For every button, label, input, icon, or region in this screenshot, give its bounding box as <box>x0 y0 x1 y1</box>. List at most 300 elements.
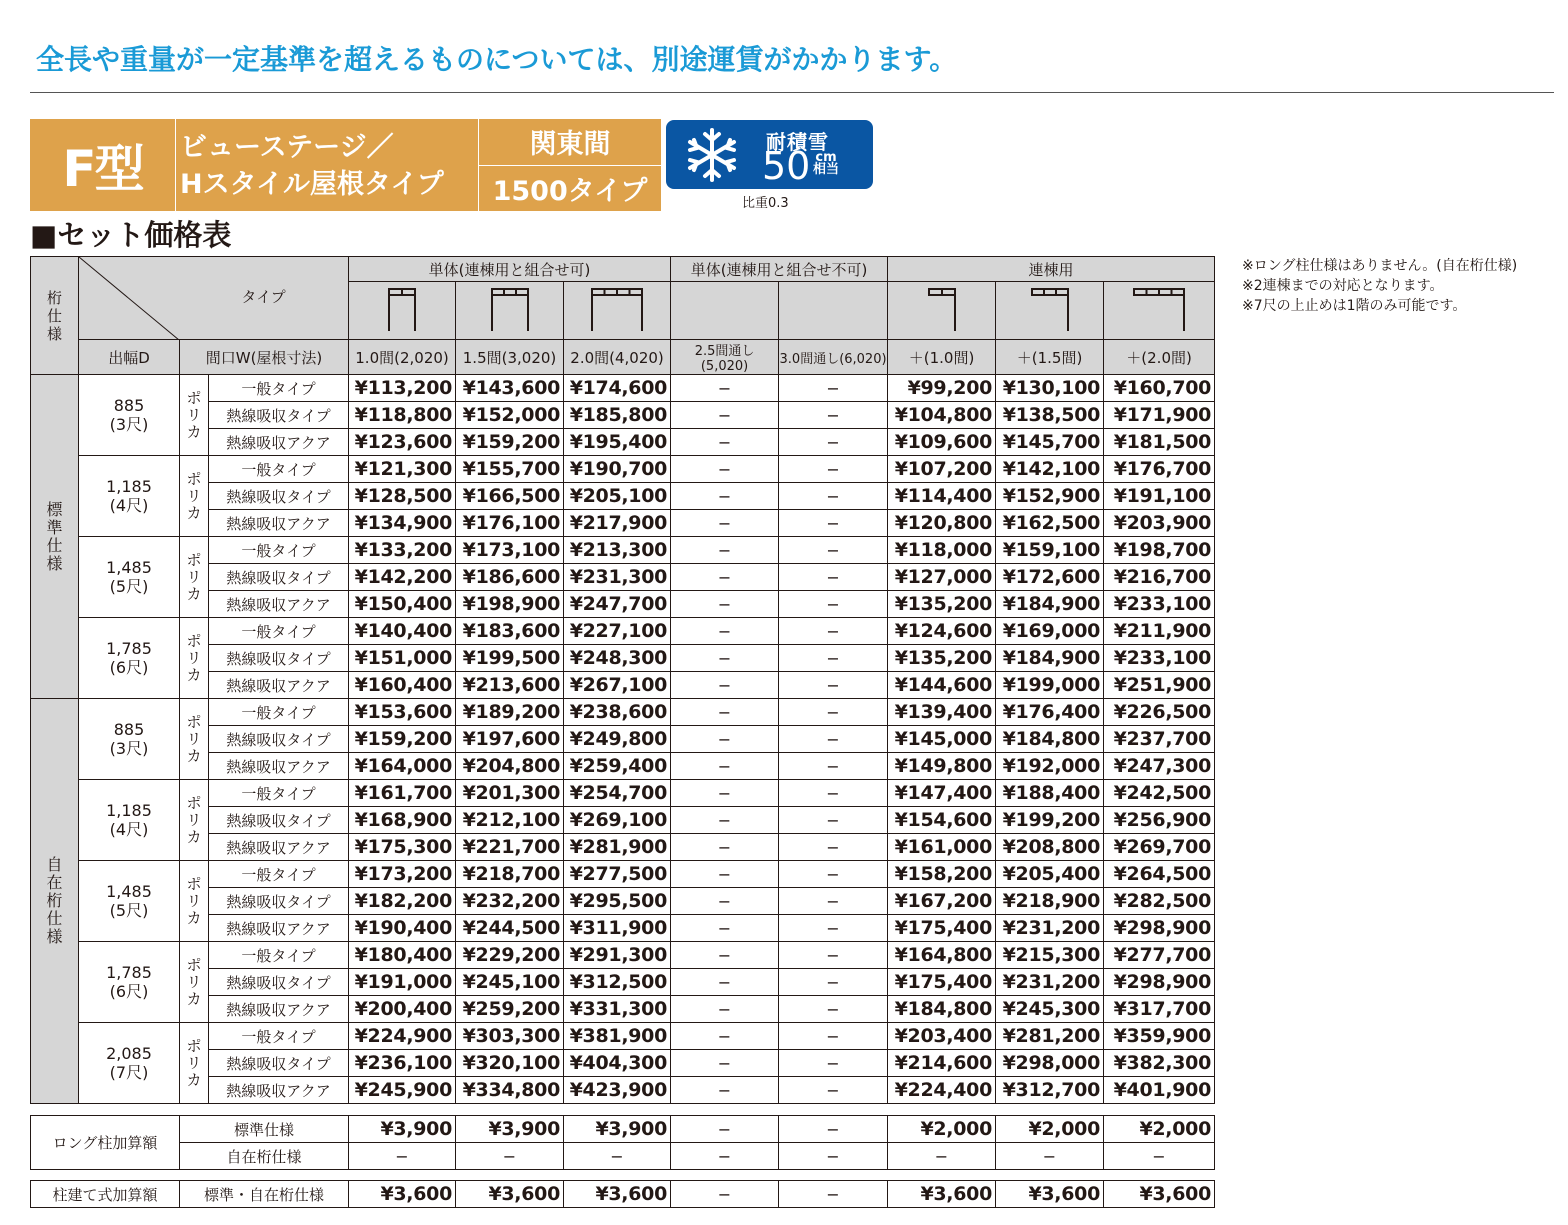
depth-shaku: (4尺) <box>109 820 149 839</box>
price-cell: ¥189,200 <box>456 699 564 726</box>
price-cell: ¥190,700 <box>564 456 671 483</box>
price-cell: ¥139,400 <box>888 699 996 726</box>
price-cell: ¥214,600 <box>888 1050 996 1077</box>
price-cell: ¥164,800 <box>888 942 996 969</box>
price-cell: ¥2,000 <box>996 1116 1104 1143</box>
price-cell: ¥124,600 <box>888 618 996 645</box>
price-na: − <box>779 618 888 645</box>
price-cell: ¥237,700 <box>1104 726 1215 753</box>
price-cell: ¥174,600 <box>564 375 671 402</box>
price-cell: ¥109,600 <box>888 429 996 456</box>
price-cell: ¥201,300 <box>456 780 564 807</box>
panel-type: 熱線吸収タイプ <box>209 564 349 591</box>
table-row <box>31 672 1215 699</box>
price-cell: ¥359,900 <box>1104 1023 1215 1050</box>
price-na: − <box>779 645 888 672</box>
price-cell: ¥143,600 <box>456 375 564 402</box>
price-cell: ¥231,300 <box>564 564 671 591</box>
price-cell: ¥176,400 <box>996 699 1104 726</box>
price-cell: ¥138,500 <box>996 402 1104 429</box>
panel-type: 熱線吸収タイプ <box>209 483 349 510</box>
frame-diagram-icon <box>888 282 996 340</box>
price-cell: ¥118,000 <box>888 537 996 564</box>
price-na: − <box>671 1181 779 1208</box>
price-cell: ¥169,000 <box>996 618 1104 645</box>
price-cell: ¥382,300 <box>1104 1050 1215 1077</box>
depth-shaku: (3尺) <box>109 739 149 758</box>
price-na: − <box>888 1143 996 1170</box>
depth-shaku: (5尺) <box>109 901 149 920</box>
price-cell: ¥205,100 <box>564 483 671 510</box>
price-cell: ¥135,200 <box>888 591 996 618</box>
price-na: − <box>779 753 888 780</box>
column-header: 2.0間(4,020) <box>564 340 671 375</box>
depth-mm: 1,485 <box>106 558 152 577</box>
table-row <box>31 1181 1215 1208</box>
price-cell: ¥217,900 <box>564 510 671 537</box>
price-cell: ¥282,500 <box>1104 888 1215 915</box>
frame-diagram-icon <box>1104 282 1215 340</box>
price-cell: ¥160,700 <box>1104 375 1215 402</box>
price-na: − <box>671 1116 779 1143</box>
price-cell: ¥176,700 <box>1104 456 1215 483</box>
panel-type: 熱線吸収タイプ <box>209 969 349 996</box>
price-cell: ¥181,500 <box>1104 429 1215 456</box>
price-na: − <box>671 645 779 672</box>
price-cell: ¥113,200 <box>349 375 456 402</box>
material-label: ポリカ <box>186 712 202 765</box>
price-cell: ¥168,900 <box>349 807 456 834</box>
diagonal-line <box>79 257 349 340</box>
beam-spec-text: 自在桁仕様 <box>46 855 63 946</box>
price-cell: ¥161,700 <box>349 780 456 807</box>
price-cell: ¥151,000 <box>349 645 456 672</box>
price-na: − <box>671 483 779 510</box>
panel-type: 一般タイプ <box>209 1023 349 1050</box>
price-na: − <box>779 429 888 456</box>
type-header <box>79 257 349 340</box>
price-cell: ¥199,000 <box>996 672 1104 699</box>
width-header: 間口W(屋根寸法) <box>180 340 349 375</box>
table-row <box>31 1050 1215 1077</box>
panel-type: 一般タイプ <box>209 942 349 969</box>
price-cell: ¥212,100 <box>456 807 564 834</box>
panel-type: 熱線吸収アクア <box>209 672 349 699</box>
table-row <box>31 1023 1215 1050</box>
price-cell: ¥244,500 <box>456 915 564 942</box>
price-cell: ¥197,600 <box>456 726 564 753</box>
depth-mm: 1,785 <box>106 963 152 982</box>
price-cell: ¥190,400 <box>349 915 456 942</box>
price-na: − <box>1104 1143 1215 1170</box>
price-cell: ¥166,500 <box>456 483 564 510</box>
depth-mm: 885 <box>113 396 145 415</box>
table-row <box>31 780 1215 807</box>
snow-load-label: 耐積雪 <box>766 130 829 154</box>
depth-cell <box>79 780 180 861</box>
frame-diagram-icon <box>349 282 456 340</box>
panel-type: 一般タイプ <box>209 375 349 402</box>
column-header: ＋(1.5間) <box>996 340 1104 375</box>
depth-shaku: (7尺) <box>109 1063 149 1082</box>
region-label: 関東間 <box>479 119 661 166</box>
price-na: − <box>671 888 779 915</box>
price-cell: ¥191,100 <box>1104 483 1215 510</box>
price-cell: ¥231,200 <box>996 915 1104 942</box>
price-cell: ¥3,600 <box>456 1181 564 1208</box>
beam-spec-label <box>31 699 79 1104</box>
price-na: − <box>779 483 888 510</box>
table-row <box>31 834 1215 861</box>
price-na: − <box>779 510 888 537</box>
unit-equivalent: 相当 <box>813 162 840 177</box>
price-cell: ¥198,700 <box>1104 537 1215 564</box>
price-na: − <box>779 861 888 888</box>
price-cell: ¥182,200 <box>349 888 456 915</box>
price-cell: ¥142,100 <box>996 456 1104 483</box>
price-cell: ¥312,700 <box>996 1077 1104 1104</box>
table-row <box>31 996 1215 1023</box>
price-cell: ¥205,400 <box>996 861 1104 888</box>
price-na: − <box>779 591 888 618</box>
specific-gravity: 比重0.3 <box>742 196 789 211</box>
panel-type: 熱線吸収アクア <box>209 1077 349 1104</box>
price-na: − <box>779 888 888 915</box>
price-cell: ¥224,400 <box>888 1077 996 1104</box>
price-cell: ¥224,900 <box>349 1023 456 1050</box>
price-na: − <box>779 564 888 591</box>
price-cell: ¥229,200 <box>456 942 564 969</box>
price-cell: ¥150,400 <box>349 591 456 618</box>
price-cell: ¥159,100 <box>996 537 1104 564</box>
price-cell: ¥259,400 <box>564 753 671 780</box>
price-cell: ¥158,200 <box>888 861 996 888</box>
price-cell: ¥269,700 <box>1104 834 1215 861</box>
material-label: ポリカ <box>186 955 202 1008</box>
price-na: − <box>779 1050 888 1077</box>
price-cell: ¥149,800 <box>888 753 996 780</box>
table-row <box>31 699 1215 726</box>
price-cell: ¥256,900 <box>1104 807 1215 834</box>
table-row <box>31 861 1215 888</box>
depth-cell <box>79 537 180 618</box>
price-na: − <box>779 726 888 753</box>
price-cell: ¥208,800 <box>996 834 1104 861</box>
price-cell: ¥191,000 <box>349 969 456 996</box>
panel-type: 熱線吸収アクア <box>209 834 349 861</box>
price-cell: ¥123,600 <box>349 429 456 456</box>
price-cell: ¥127,000 <box>888 564 996 591</box>
long-post-label: ロング柱加算額 <box>31 1116 180 1170</box>
price-cell: ¥245,900 <box>349 1077 456 1104</box>
depth-cell <box>79 375 180 456</box>
group-header-multi: 連棟用 <box>888 257 1215 282</box>
note: ※2連棟までの対応となります。 <box>1242 278 1444 294</box>
price-cell: ¥135,200 <box>888 645 996 672</box>
panel-type: 一般タイプ <box>209 861 349 888</box>
price-cell: ¥247,300 <box>1104 753 1215 780</box>
price-cell: ¥173,100 <box>456 537 564 564</box>
price-cell: ¥331,300 <box>564 996 671 1023</box>
price-cell: ¥153,600 <box>349 699 456 726</box>
price-cell: ¥167,200 <box>888 888 996 915</box>
depth-cell <box>79 618 180 699</box>
material-label: ポリカ <box>186 631 202 684</box>
beam-spec-label <box>31 375 79 699</box>
frame-diagram-icon <box>564 282 671 340</box>
frame-diagram-icon <box>927 285 957 333</box>
panel-type: 熱線吸収アクア <box>209 996 349 1023</box>
beam-spec-text: 標準仕様 <box>46 499 63 573</box>
price-na: − <box>779 672 888 699</box>
table-row <box>31 564 1215 591</box>
price-na: − <box>671 456 779 483</box>
price-na: − <box>779 1023 888 1050</box>
material-cell <box>180 699 209 780</box>
price-cell: ¥145,700 <box>996 429 1104 456</box>
price-table-standard <box>30 256 1215 699</box>
price-na: − <box>671 753 779 780</box>
price-cell: ¥203,400 <box>888 1023 996 1050</box>
product-name-line2: Hスタイル屋根タイプ <box>180 169 444 200</box>
table-row <box>31 645 1215 672</box>
material-label: ポリカ <box>186 1036 202 1089</box>
panel-type: 一般タイプ <box>209 618 349 645</box>
price-cell: ¥216,700 <box>1104 564 1215 591</box>
price-na: − <box>671 915 779 942</box>
price-na: − <box>671 510 779 537</box>
panel-type: 熱線吸収アクア <box>209 429 349 456</box>
note: ※ロング柱仕様はありません。(自在桁仕様) <box>1242 258 1518 274</box>
panel-type: 熱線吸収タイプ <box>209 888 349 915</box>
price-cell: ¥184,800 <box>996 726 1104 753</box>
price-cell: ¥128,500 <box>349 483 456 510</box>
price-cell: ¥213,600 <box>456 672 564 699</box>
price-cell: ¥231,200 <box>996 969 1104 996</box>
price-cell: ¥3,600 <box>996 1181 1104 1208</box>
price-cell: ¥236,100 <box>349 1050 456 1077</box>
price-cell: ¥3,600 <box>1104 1181 1215 1208</box>
spec-sub-label: 自在桁仕様 <box>180 1143 349 1170</box>
panel-type: 熱線吸収タイプ <box>209 1050 349 1077</box>
beam-spec-header: 桁仕様 <box>31 257 79 375</box>
price-cell: ¥185,800 <box>564 402 671 429</box>
price-na: − <box>996 1143 1104 1170</box>
table-row <box>31 807 1215 834</box>
table-row <box>31 402 1215 429</box>
table-row <box>31 537 1215 564</box>
price-cell: ¥3,900 <box>349 1116 456 1143</box>
price-cell: ¥215,300 <box>996 942 1104 969</box>
price-na: − <box>779 537 888 564</box>
notes <box>1242 256 1517 316</box>
price-cell: ¥277,700 <box>1104 942 1215 969</box>
frame-diagram-icon <box>490 285 530 333</box>
price-na: − <box>671 726 779 753</box>
post-install-surcharge-table <box>30 1180 1215 1208</box>
price-na: − <box>564 1143 671 1170</box>
price-na: − <box>779 1077 888 1104</box>
panel-type: 熱線吸収タイプ <box>209 402 349 429</box>
price-cell: ¥204,800 <box>456 753 564 780</box>
price-cell: ¥186,600 <box>456 564 564 591</box>
table-row <box>31 375 1215 402</box>
price-cell: ¥121,300 <box>349 456 456 483</box>
price-na: − <box>671 861 779 888</box>
price-cell: ¥199,500 <box>456 645 564 672</box>
price-cell: ¥140,400 <box>349 618 456 645</box>
price-na: − <box>671 996 779 1023</box>
price-cell: ¥184,800 <box>888 996 996 1023</box>
price-cell: ¥267,100 <box>564 672 671 699</box>
price-cell: ¥233,100 <box>1104 645 1215 672</box>
price-cell: ¥298,900 <box>1104 969 1215 996</box>
post-install-label: 柱建て式加算額 <box>31 1181 180 1208</box>
price-cell: ¥381,900 <box>564 1023 671 1050</box>
price-cell: ¥161,000 <box>888 834 996 861</box>
price-cell: ¥154,600 <box>888 807 996 834</box>
price-cell: ¥232,200 <box>456 888 564 915</box>
price-cell: ¥3,600 <box>888 1181 996 1208</box>
price-cell: ¥401,900 <box>1104 1077 1215 1104</box>
panel-type: 熱線吸収アクア <box>209 915 349 942</box>
type-label: タイプ <box>241 287 286 306</box>
price-cell: ¥188,400 <box>996 780 1104 807</box>
depth-cell <box>79 456 180 537</box>
material-cell <box>180 375 209 456</box>
price-cell: ¥183,600 <box>456 618 564 645</box>
price-cell: ¥291,300 <box>564 942 671 969</box>
price-table-free-beam <box>30 698 1215 1104</box>
price-cell: ¥245,300 <box>996 996 1104 1023</box>
depth-shaku: (5尺) <box>109 577 149 596</box>
price-na: − <box>456 1143 564 1170</box>
price-na: − <box>779 699 888 726</box>
product-name <box>176 119 479 211</box>
price-cell: ¥173,200 <box>349 861 456 888</box>
price-cell: ¥133,200 <box>349 537 456 564</box>
table-row <box>31 942 1215 969</box>
unit-cm: cm <box>815 150 837 165</box>
price-cell: ¥175,400 <box>888 915 996 942</box>
panel-type: 熱線吸収タイプ <box>209 645 349 672</box>
material-label: ポリカ <box>186 469 202 522</box>
column-header: 2.5間通し(5,020) <box>671 340 779 375</box>
price-na: − <box>671 672 779 699</box>
depth-shaku: (6尺) <box>109 658 149 677</box>
price-na: − <box>671 780 779 807</box>
shipping-notice-headline: 全長や重量が一定基準を超えるものについては、別途運賃がかかります。 <box>36 43 958 76</box>
material-cell <box>180 618 209 699</box>
price-na: − <box>779 402 888 429</box>
price-na: − <box>671 1077 779 1104</box>
price-cell: ¥184,900 <box>996 591 1104 618</box>
price-cell: ¥247,700 <box>564 591 671 618</box>
table-row <box>31 429 1215 456</box>
column-header: 3.0間通し(6,020) <box>779 340 888 375</box>
price-cell: ¥107,200 <box>888 456 996 483</box>
price-cell: ¥120,800 <box>888 510 996 537</box>
price-cell: ¥184,900 <box>996 645 1104 672</box>
table-row <box>31 888 1215 915</box>
price-cell: ¥130,100 <box>996 375 1104 402</box>
price-cell: ¥221,700 <box>456 834 564 861</box>
price-na: − <box>779 1181 888 1208</box>
depth-mm: 885 <box>113 720 145 739</box>
material-label: ポリカ <box>186 388 202 441</box>
price-na: − <box>779 969 888 996</box>
frame-diagram-icon <box>590 285 644 333</box>
price-na: − <box>779 1143 888 1170</box>
price-cell: ¥269,100 <box>564 807 671 834</box>
price-cell: ¥118,800 <box>349 402 456 429</box>
panel-type: 熱線吸収アクア <box>209 591 349 618</box>
price-cell: ¥227,100 <box>564 618 671 645</box>
product-type: F型 <box>30 119 176 211</box>
group-header-single-combinable: 単体(連棟用と組合せ可) <box>349 257 671 282</box>
price-cell: ¥192,000 <box>996 753 1104 780</box>
material-cell <box>180 537 209 618</box>
column-header: ＋(1.0間) <box>888 340 996 375</box>
panel-type: 熱線吸収アクア <box>209 510 349 537</box>
spec-sub-label: 標準仕様 <box>180 1116 349 1143</box>
depth-mm: 1,185 <box>106 477 152 496</box>
product-banner <box>30 119 661 211</box>
price-cell: ¥2,000 <box>1104 1116 1215 1143</box>
table-row <box>31 591 1215 618</box>
empty-icon-cell <box>671 282 779 340</box>
depth-shaku: (6尺) <box>109 982 149 1001</box>
price-cell: ¥226,500 <box>1104 699 1215 726</box>
price-cell: ¥311,900 <box>564 915 671 942</box>
price-cell: ¥312,500 <box>564 969 671 996</box>
table-row <box>31 483 1215 510</box>
price-cell: ¥317,700 <box>1104 996 1215 1023</box>
price-na: − <box>671 699 779 726</box>
snow-load-unit <box>813 152 839 176</box>
price-cell: ¥213,300 <box>564 537 671 564</box>
price-cell: ¥134,900 <box>349 510 456 537</box>
column-header: ＋(2.0間) <box>1104 340 1215 375</box>
price-cell: ¥3,900 <box>564 1116 671 1143</box>
price-cell: ¥147,400 <box>888 780 996 807</box>
price-cell: ¥104,800 <box>888 402 996 429</box>
price-cell: ¥175,300 <box>349 834 456 861</box>
price-na: − <box>671 564 779 591</box>
group-header-single-not-combinable: 単体(連棟用と組合せ不可) <box>671 257 888 282</box>
price-cell: ¥144,600 <box>888 672 996 699</box>
price-cell: ¥160,400 <box>349 672 456 699</box>
snow-load-badge <box>666 120 873 189</box>
price-cell: ¥199,200 <box>996 807 1104 834</box>
frame-diagram-icon <box>1030 285 1070 333</box>
price-cell: ¥303,300 <box>456 1023 564 1050</box>
price-na: − <box>671 1023 779 1050</box>
price-na: − <box>779 1116 888 1143</box>
price-cell: ¥203,900 <box>1104 510 1215 537</box>
price-cell: ¥254,700 <box>564 780 671 807</box>
price-cell: ¥242,500 <box>1104 780 1215 807</box>
depth-mm: 1,185 <box>106 801 152 820</box>
price-cell: ¥298,900 <box>1104 915 1215 942</box>
frame-diagram-icon <box>456 282 564 340</box>
depth-cell <box>79 942 180 1023</box>
material-cell <box>180 942 209 1023</box>
price-na: − <box>671 969 779 996</box>
material-cell <box>180 456 209 537</box>
spec-sub-label: 標準・自在桁仕様 <box>180 1181 349 1208</box>
price-na: − <box>671 591 779 618</box>
